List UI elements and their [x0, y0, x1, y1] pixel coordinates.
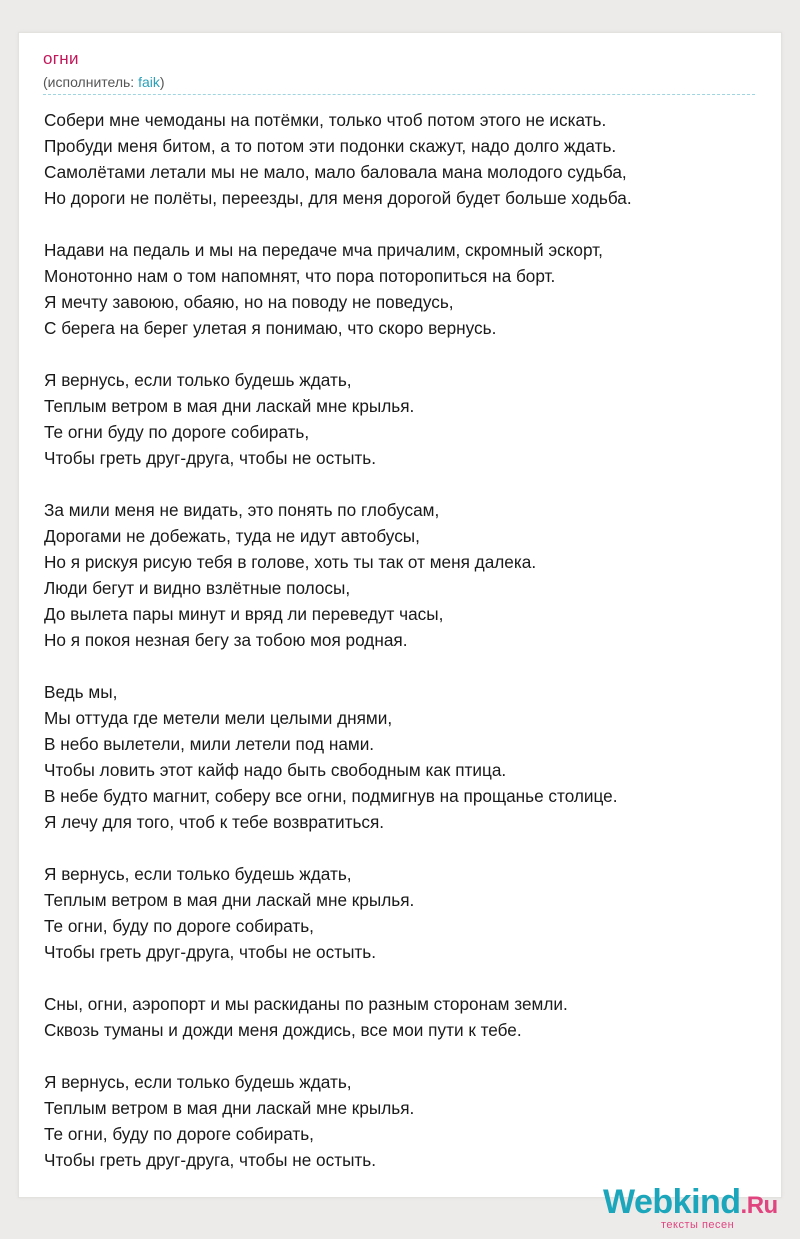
- lyric-line: Теплым ветром в мая дни ласкай мне крылья.: [44, 1098, 415, 1118]
- lyric-line: Люди бегут и видно взлётные полосы,: [44, 578, 351, 598]
- lyric-line: Монотонно нам о том напомнят, что пора поторопиться на борт.: [44, 266, 556, 286]
- lyric-line: До вылета пары минут и вряд ли переведут часы,: [44, 604, 444, 624]
- lyric-line: Те огни буду по дороге собирать,: [44, 422, 310, 442]
- stanza-gap: [44, 341, 774, 367]
- logo-tagline: тексты песен: [661, 1219, 735, 1231]
- lyric-line: Надави на педаль и мы на передаче мча причалим, скромный эскорт,: [44, 240, 603, 260]
- lyric-line: Чтобы греть друг-друга, чтобы не остыть.: [44, 1150, 377, 1170]
- lyric-line: Я вернусь, если только будешь ждать,: [44, 864, 352, 884]
- artist-suffix: ): [159, 74, 165, 90]
- lyric-line: Сны, огни, аэропорт и мы раскиданы по разным сторонам земли.: [44, 994, 568, 1014]
- lyrics-card: [18, 32, 782, 1231]
- lyrics-text: [44, 107, 774, 1173]
- lyric-line: Чтобы греть друг-друга, чтобы не остыть.: [44, 942, 377, 962]
- lyric-line: Дорогами не добежать, туда не идут автобусы,: [44, 526, 420, 546]
- lyric-line: Я мечту завоюю, обаяю, но на поводу не поведусь,: [44, 292, 454, 312]
- site-logo[interactable]: [603, 1183, 793, 1239]
- lyric-line: В небо вылетели, мили летели под нами.: [44, 734, 375, 754]
- stanza-gap: [44, 835, 774, 861]
- lyric-line: Те огни, буду по дороге собирать,: [44, 1124, 314, 1144]
- lyric-line: Чтобы греть друг-друга, чтобы не остыть.: [44, 448, 377, 468]
- lyric-line: Но дороги не полёты, переезды, для меня дорогой будет больше ходьба.: [44, 188, 632, 208]
- lyric-line: Сквозь туманы и дожди меня дождись, все мои пути к тебе.: [44, 1020, 522, 1040]
- artist-prefix: (исполнитель:: [43, 74, 139, 90]
- stanza-gap: [44, 653, 774, 679]
- stanza-gap: [44, 1043, 774, 1069]
- lyric-line: Но я покоя незная бегу за тобою моя родная.: [44, 630, 408, 650]
- lyric-line: Пробуди меня битом, а то потом эти подонки скажут, надо долго ждать.: [44, 136, 617, 156]
- lyric-line: Теплым ветром в мая дни ласкай мне крылья.: [44, 396, 415, 416]
- lyric-line: Собери мне чемоданы на потёмки, только чтоб потом этого не искать.: [44, 110, 607, 130]
- lyric-line: Те огни, буду по дороге собирать,: [44, 916, 314, 936]
- lyric-line: Чтобы ловить этот кайф надо быть свободным как птица.: [44, 760, 507, 780]
- lyric-line: Я вернусь, если только будешь ждать,: [44, 1072, 352, 1092]
- lyric-line: Я вернусь, если только будешь ждать,: [44, 370, 352, 390]
- lyric-line: Мы оттуда где метели мели целыми днями,: [44, 708, 393, 728]
- logo-wordmark: [603, 1183, 778, 1222]
- lyric-line: Теплым ветром в мая дни ласкай мне крылья.: [44, 890, 415, 910]
- title-divider: [43, 94, 755, 95]
- lyric-line: Ведь мы,: [44, 682, 118, 702]
- lyric-line: Но я рискуя рисую тебя в голове, хоть ты так от меня далека.: [44, 552, 537, 572]
- logo-tld: .Ru: [740, 1192, 778, 1219]
- lyric-line: Я лечу для того, чтоб к тебе возвратиться.: [44, 812, 385, 832]
- song-title: огни: [43, 49, 79, 68]
- stanza-gap: [44, 471, 774, 497]
- logo-main-text: Webkind: [603, 1183, 741, 1221]
- artist-link[interactable]: faik: [138, 74, 160, 90]
- lyric-line: С берега на берег улетая я понимаю, что скоро вернусь.: [44, 318, 497, 338]
- stanza-gap: [44, 965, 774, 991]
- artist-line: [43, 74, 165, 90]
- lyric-line: За мили меня не видать, это понять по глобусам,: [44, 500, 440, 520]
- lyric-line: Самолётами летали мы не мало, мало баловала мана молодого судьба,: [44, 162, 627, 182]
- lyric-line: В небе будто магнит, соберу все огни, подмигнув на прощанье столице.: [44, 786, 618, 806]
- stanza-gap: [44, 211, 774, 237]
